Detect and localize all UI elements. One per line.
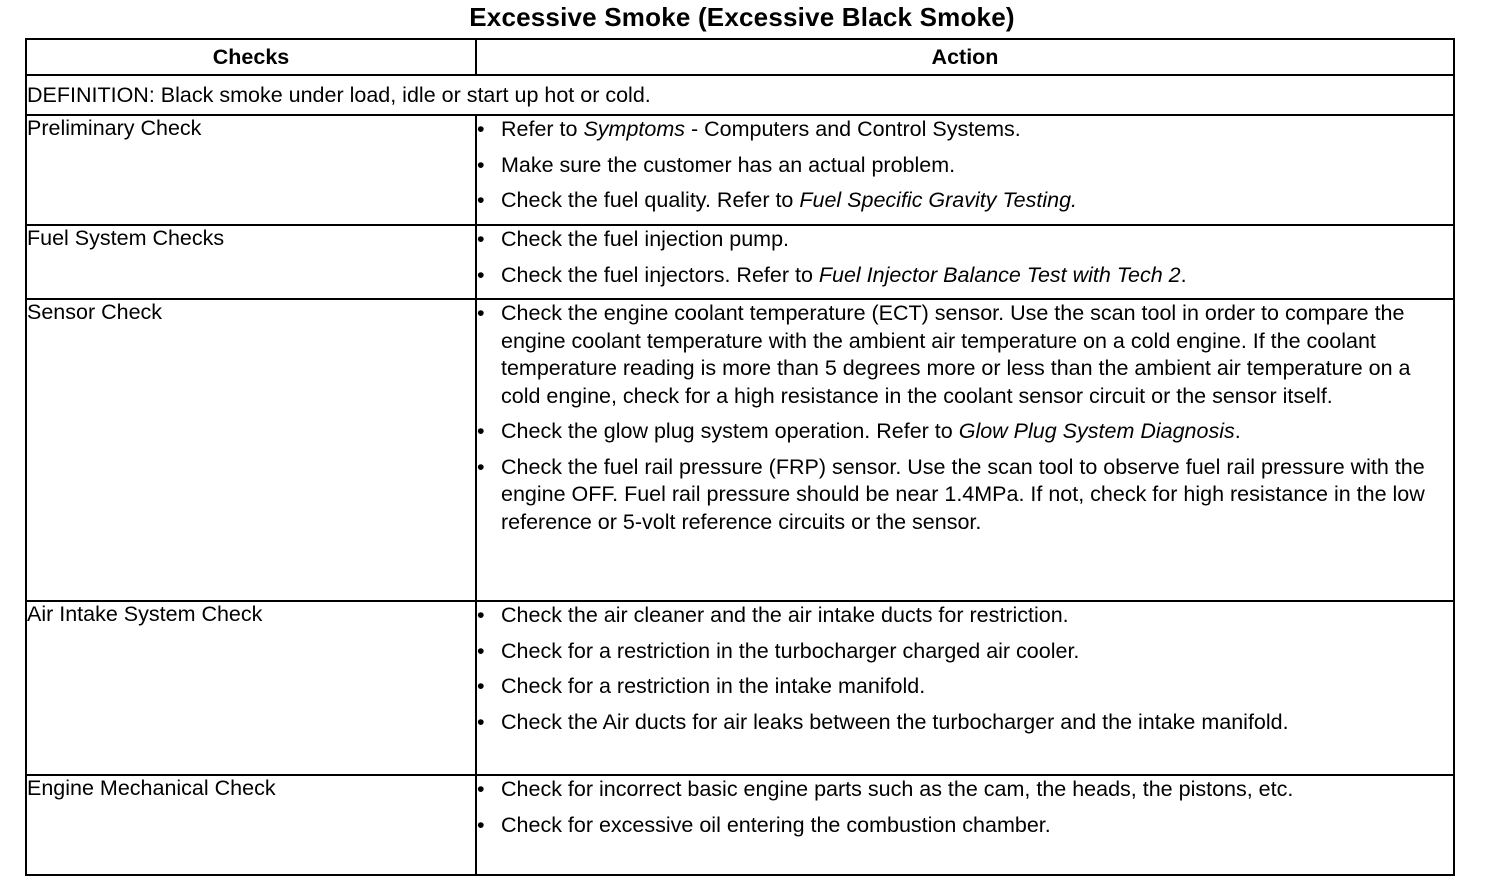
bullet-icon: •: [477, 227, 485, 251]
check-name: Sensor Check: [26, 299, 476, 601]
bullet-icon: •: [477, 812, 485, 837]
action-cell: [476, 225, 1454, 299]
action-cell: [476, 601, 1454, 775]
page-title: Excessive Smoke (Excessive Black Smoke): [469, 2, 1015, 32]
check-name: Preliminary Check: [26, 115, 476, 225]
check-name: Air Intake System Check: [26, 601, 476, 775]
table-row: [26, 115, 1454, 225]
action-item: • Refer to Symptoms - Computers and Control Systems.: [477, 116, 1453, 144]
definition-text: DEFINITION: Black smoke under load, idle or start up hot or cold.: [26, 75, 1454, 115]
bullet-icon: •: [477, 454, 485, 479]
bullet-icon: •: [477, 188, 485, 212]
diagnostic-table: [25, 38, 1455, 876]
action-item: • Check for incorrect basic engine parts such as the cam, the heads, the pistons, etc.: [477, 776, 1453, 804]
action-item: • Check the fuel rail pressure (FRP) sensor. Use the scan tool to observe fuel rail pressure with the engine OFF. Fuel rail pressure should be near 1.4MPa. If not, check for high resistance in the low reference or 5-volt reference circuits or the sensor.: [477, 454, 1425, 534]
table-row: [26, 225, 1454, 299]
action-item: • Check the glow plug system operation. Refer to Glow Plug System Diagnosis.: [477, 418, 1453, 446]
bullet-icon: •: [477, 262, 485, 287]
table-row: [26, 299, 1454, 601]
bullet-icon: •: [477, 638, 485, 663]
action-item: • Check for excessive oil entering the combustion chamber.: [477, 812, 1453, 840]
bullet-icon: •: [477, 117, 485, 141]
checks-column-header: Checks: [26, 39, 476, 75]
action-item: • Check the engine coolant temperature (ECT) sensor. Use the scan tool in order to compare the engine coolant temperature with the ambient air temperature on a cold engine. If the coolant temperature reading is more than 5 degrees more or less than the ambient air temperature on a cold engine, check for a high resistance in the coolant sensor circuit or the sensor itself.: [477, 301, 1411, 408]
bullet-icon: •: [477, 152, 485, 177]
action-cell: [476, 775, 1454, 875]
action-item: • Check the fuel injectors. Refer to Fuel Injector Balance Test with Tech 2.: [477, 262, 1453, 290]
action-item: • Check the air cleaner and the air intake ducts for restriction.: [477, 602, 1453, 630]
action-item: • Make sure the customer has an actual problem.: [477, 152, 1453, 180]
definition-row: [26, 75, 1454, 115]
action-column-header: Action: [476, 39, 1454, 75]
action-item: • Check the fuel injection pump.: [477, 226, 1453, 254]
check-name: Fuel System Checks: [26, 225, 476, 299]
bullet-icon: •: [477, 301, 485, 325]
bullet-icon: •: [477, 777, 485, 801]
header-row: [26, 39, 1454, 75]
check-name: Engine Mechanical Check: [26, 775, 476, 875]
table-row: [26, 601, 1454, 775]
action-item: • Check for a restriction in the intake manifold.: [477, 673, 1453, 701]
action-item: • Check the Air ducts for air leaks between the turbocharger and the intake manifold.: [477, 709, 1453, 737]
action-cell: [476, 299, 1454, 601]
bullet-icon: •: [477, 674, 485, 698]
bullet-icon: •: [477, 709, 485, 734]
action-item: • Check for a restriction in the turbocharger charged air cooler.: [477, 638, 1453, 666]
action-item: • Check the fuel quality. Refer to Fuel Specific Gravity Testing.: [477, 187, 1453, 215]
bullet-icon: •: [477, 419, 485, 443]
table-row: [26, 775, 1454, 875]
action-cell: [476, 115, 1454, 225]
bullet-icon: •: [477, 603, 485, 627]
